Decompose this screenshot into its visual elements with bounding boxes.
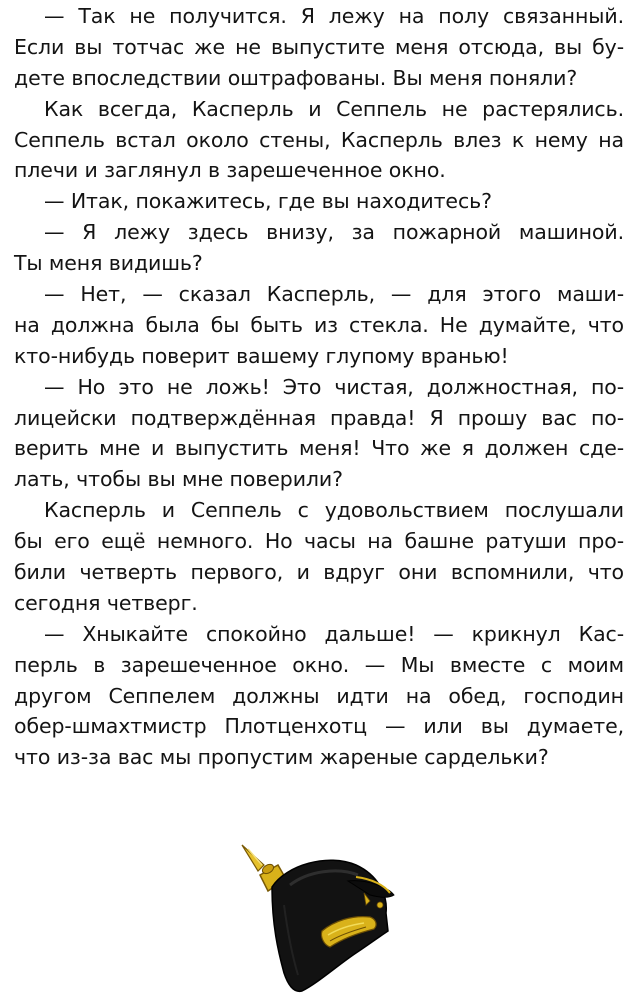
text-line: Как всегда, Касперль и Сеппель не растерялись. [44, 96, 624, 121]
text-line: перль в зарешеченное окно. — Мы вместе с моим [14, 652, 624, 677]
text-line: лицейски подтверждённая правда! Я прошу вас по- [14, 405, 624, 430]
text-line: — Но это не ложь! Это чистая, должностная, по- [44, 374, 624, 399]
helmet-drawing [238, 835, 398, 995]
text-line: Сеппель встал около стены, Касперль влез к нему на [14, 127, 624, 152]
text-line: Если вы тотчас же не выпустите меня отсюда, вы бу- [14, 34, 624, 59]
police-helmet-icon [238, 835, 398, 995]
text-line: Касперль и Сеппель с удовольствием послушали [44, 498, 624, 523]
text-line: Ты меня видишь? [14, 251, 203, 276]
text-line: на должна была бы быть из стекла. Не думайте, что [14, 312, 624, 337]
text-line: лать, чтобы вы мне поверили? [14, 467, 343, 492]
page-text [14, 1, 624, 773]
helmet-spike [242, 845, 264, 871]
text-line: сегодня четверг. [14, 590, 198, 615]
text-line: верить мне и выпустить меня! Что же я должен сде- [14, 436, 624, 461]
text-line: дете впоследствии оштрафованы. Вы меня поняли? [14, 65, 578, 90]
text-line: — Нет, — сказал Касперль, — для этого маши- [44, 282, 624, 307]
text-line: — Хныкайте спокойно дальше! — крикнул Кас- [44, 621, 624, 646]
text-line: что из-за вас мы пропустим жареные сардельки? [14, 745, 549, 770]
text-line: — Я лежу здесь внизу, за пожарной машиной. [44, 220, 624, 245]
text-line: другом Сеппелем должны идти на обед, господин [14, 683, 624, 708]
text-line: — Так не получится. Я лежу на полу связанный. [44, 4, 624, 28]
text-line: обер-шмахтмистр Плотценхотц — или вы думаете, [14, 714, 624, 739]
text-line: плечи и заглянул в зарешеченное окно. [14, 158, 446, 183]
text-line: бы его ещё немного. Но часы на башне ратуши про- [14, 529, 624, 554]
text-line: кто-нибудь поверит вашему глупому вранью! [14, 343, 509, 368]
text-line: — Итак, покажитесь, где вы находитесь? [44, 189, 492, 214]
text-line: били четверть первого, и вдруг они вспомнили, что [14, 560, 624, 585]
